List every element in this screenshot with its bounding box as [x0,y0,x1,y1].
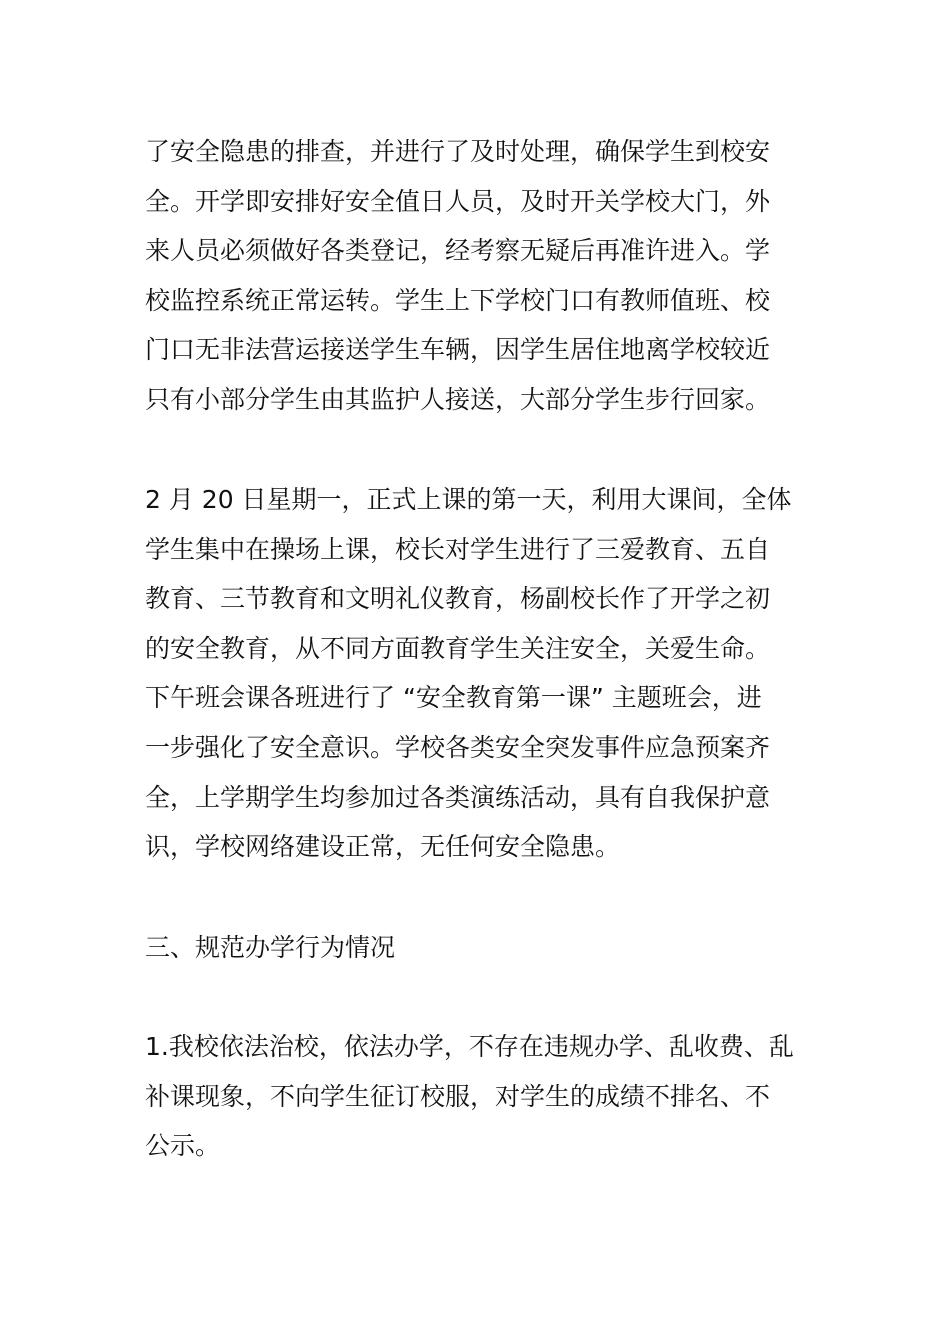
paragraph-first-day-education [145,475,810,872]
text-line: 识，学校网络建设正常，无任何安全隐患。 [145,832,621,862]
text-line: 教育、三节教育和文明礼仪教育，杨副校长作了开学之初 [145,584,771,614]
text-line: 全，上学期学生均参加过各类演练活动，具有自我保护意 [145,782,771,812]
text-line: 补课现象，不向学生征订校服，对学生的成绩不排名、不 [145,1081,771,1111]
paragraph-safety-inspection [145,127,810,425]
text-line: 了安全隐患的排查，并进行了及时处理，确保学生到校安 [145,137,771,166]
text-line: 全。开学即安排好安全值日人员，及时开关学校大门，外 [145,186,771,216]
paragraph-standard-practice [145,1022,810,1171]
text-line: 学生集中在操场上课，校长对学生进行了三爱教育、五自 [145,534,771,564]
text-line: 2 月 20 日星期一，正式上课的第一天，利用大课间，全体 [145,485,792,514]
text-line: 的安全教育，从不同方面教育学生关注安全，关爱生命。 [145,633,771,663]
text-line: 下午班会课各班进行了 “安全教育第一课” 主题班会，进 [145,683,762,713]
text-line: 公示。 [145,1131,221,1161]
text-line: 1.我校依法治校，依法办学，不存在违规办学、乱收费、乱 [145,1032,794,1061]
text-line: 门口无非法营运接送学生车辆，因学生居住地离学校较近 [145,335,771,365]
section-heading [145,923,810,973]
text-line: 来人员必须做好各类登记，经考察无疑后再准许进入。学 [145,236,771,266]
text-line: 校监控系统正常运转。学生上下学校门口有教师值班、校 [145,285,771,315]
text-line: 一步强化了安全意识。学校各类安全突发事件应急预案齐 [145,732,771,762]
heading-line: 三、规范办学行为情况 [145,933,396,962]
text-line: 只有小部分学生由其监护人接送，大部分学生步行回家。 [145,384,771,414]
